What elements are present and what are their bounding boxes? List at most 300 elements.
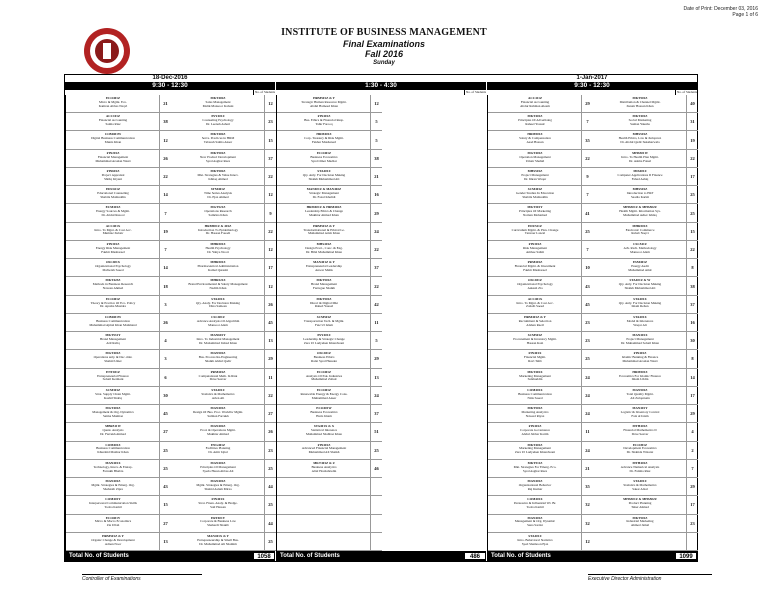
course-detail: Health Mgmt. Information Sys.: [619, 210, 661, 214]
student-count: 17: [686, 168, 698, 185]
course-code: MHR501Z: [210, 242, 226, 246]
student-count: 42: [370, 296, 382, 313]
course-entry: [66, 423, 171, 441]
course-detail: Fakhar Mushareef: [311, 141, 337, 145]
course-detail: Dr. Fazal Khalidi: [312, 196, 336, 199]
course-info: [277, 352, 371, 364]
student-count: 14: [686, 369, 698, 386]
course-info: [488, 425, 582, 437]
course-detail: Educational Counseling: [97, 192, 129, 196]
course-detail: Naveed Riyaz: [525, 414, 545, 418]
course-info: [66, 170, 160, 182]
course-code: HRM501Z & Y: [102, 534, 124, 538]
course-detail: Intro. To Industrial Management: [196, 338, 240, 342]
student-count: 22: [686, 241, 698, 258]
course-entry: [66, 113, 171, 131]
students-count-header: No. of Students: [464, 90, 487, 95]
course-entry: [66, 369, 171, 387]
course-code: MKT402Z: [210, 97, 226, 100]
course-detail: Health Ethics, Law & Jurisprud.: [618, 137, 662, 141]
student-count: 24: [370, 223, 382, 240]
student-count: 7: [581, 113, 593, 130]
course-detail: Statistics & Mathematics: [201, 392, 235, 396]
student-count: 27: [264, 405, 276, 422]
course-entry: [488, 277, 593, 295]
course-entry: [171, 204, 276, 222]
course-info: [593, 517, 687, 529]
student-count: 8: [686, 259, 698, 276]
student-count: [370, 478, 382, 495]
student-count: 17: [686, 387, 698, 404]
date-header-2: 1-Jan-2017: [576, 75, 608, 81]
course-entry: [488, 131, 593, 149]
slot-header-3: 9:30 - 12:30: [487, 82, 697, 90]
course-code: PSY401Z: [211, 115, 225, 119]
course-detail: Ambee Salim: [525, 250, 545, 254]
course-detail: Mahwish Saeed: [102, 268, 124, 272]
course-detail: Organizational Psychology: [95, 265, 131, 269]
course-info: [66, 352, 160, 364]
course-code: MAN401Z: [527, 480, 543, 484]
student-count: 21: [370, 168, 382, 185]
course-info: [66, 444, 160, 456]
course-detail: Mkt. Strategies & Value Innov.: [197, 173, 239, 177]
course-code: ACC401X: [105, 224, 121, 228]
course-detail: Qty. Anly. For Decision Making: [618, 283, 662, 287]
student-count: 25: [581, 350, 593, 367]
course-code: MKT501Z: [632, 97, 648, 100]
total-label: Total No. of Students: [491, 553, 551, 559]
exam-slot-column: [65, 95, 275, 551]
course-entry: [277, 496, 382, 514]
course-detail: Mukhtar Ahmed Khan: [309, 214, 339, 218]
course-info: [488, 517, 582, 529]
course-entry: [277, 259, 382, 277]
student-count: 38: [686, 277, 698, 294]
student-count: 45: [159, 405, 171, 422]
course-detail: Raj Kumar: [527, 487, 543, 491]
course-detail: Business Communication: [518, 392, 552, 396]
course-detail: Interpersonal Communication Skills: [89, 502, 137, 506]
course-detail: Saif Hassan: [210, 506, 226, 510]
course-detail: Saima Mumtaz: [102, 414, 124, 418]
course-detail: Mkt. Strategies For Emerg. Eco.: [513, 465, 557, 469]
course-detail: Corp. Treasury & Risk Mgmt.: [304, 137, 344, 141]
course-detail: Aakash Zia: [527, 287, 543, 291]
course-entry: [171, 515, 276, 533]
course-entry: [593, 350, 698, 368]
course-info: [66, 425, 160, 437]
course-detail: Shahid Umer: [104, 360, 122, 364]
course-detail: Farrugue Shaikh: [313, 287, 335, 291]
course-entry: [171, 332, 276, 350]
course-detail: Management & Org. Dynamic: [514, 520, 556, 524]
course-entry: [66, 405, 171, 423]
course-detail: Strat. Supply Chain Mgmt.: [95, 392, 131, 396]
course-detail: Renewable Energy & Energy Cons.: [300, 392, 348, 396]
course-detail: Shahid Aslam Mirza: [204, 487, 232, 491]
student-count: 30: [159, 387, 171, 404]
course-detail: Organizational Psychology: [517, 283, 553, 287]
course-detail: Persuasive & Influential Wr. Br.: [513, 502, 557, 506]
course-detail: Social Marketing: [628, 119, 652, 123]
course-info: [488, 498, 582, 510]
course-entry: [593, 95, 698, 113]
course-entry: [277, 387, 382, 405]
course-code: MKT501Z: [210, 151, 226, 155]
course-info: [593, 152, 687, 164]
student-count: 32: [581, 496, 593, 513]
course-detail: Zia Ullah: [106, 524, 120, 528]
student-count: 37: [264, 150, 276, 167]
course-entry: [171, 95, 276, 113]
course-detail: Model & Inferences: [626, 319, 654, 323]
course-code: COM401X: [527, 388, 543, 392]
course-code: ACC411Z: [527, 97, 543, 100]
course-detail: Business Communication: [96, 447, 130, 451]
course-detail: Statistical Inference: [310, 429, 338, 433]
course-info: [171, 206, 265, 218]
course-detail: Muhammad Amir: [628, 268, 652, 272]
course-code: MKT502Z: [210, 169, 226, 173]
student-count: 40: [686, 95, 698, 112]
student-count: 25: [264, 496, 276, 513]
course-detail: Quant. Analysis: [102, 429, 124, 433]
course-code: MHS401Z: [316, 242, 332, 246]
course-info: [171, 334, 265, 346]
course-info: [171, 480, 265, 492]
course-detail: Rafat Syed Hussain: [310, 360, 337, 364]
course-detail: Rabab Naqvi: [631, 232, 649, 236]
course-entry: [171, 150, 276, 168]
student-count: 19: [686, 131, 698, 148]
course-detail: Dr. Bilal Muhammad Khan: [305, 250, 343, 254]
course-code: PRM401Z: [527, 261, 543, 265]
student-count: 25: [159, 460, 171, 477]
course-detail: Faiz Ul Islam: [315, 323, 333, 327]
student-count: 15: [686, 223, 698, 240]
course-detail: Marketing Analytics: [521, 410, 549, 414]
course-detail: Ishtiaq Ahmed: [208, 177, 228, 181]
course-info: [488, 152, 582, 164]
course-entry: [277, 515, 382, 533]
course-entry: [171, 442, 276, 460]
course-info: [488, 206, 582, 218]
student-count: 25: [581, 223, 593, 240]
course-info: [488, 261, 582, 273]
course-entry: [593, 186, 698, 204]
course-detail: Direct & Digital Mkt: [310, 301, 338, 305]
course-entry: [593, 515, 698, 533]
course-code: MHR501Z: [210, 261, 226, 265]
course-detail: Syeda Hassn Abbas Ali: [202, 469, 234, 473]
course-info: [66, 517, 160, 529]
course-detail: Strategic Human Resource Mgmt.: [301, 100, 347, 104]
course-entry: [277, 442, 382, 460]
total-value: 1099: [675, 552, 697, 560]
course-detail: Umair Shahid: [525, 159, 545, 163]
students-count-header: No. of Students: [253, 90, 276, 95]
course-code: MAN401Z & Y: [313, 261, 335, 265]
course-entry: [593, 168, 698, 186]
course-entry: [277, 350, 382, 368]
course-detail: Brand Management: [310, 283, 338, 287]
course-info: [593, 115, 687, 127]
course-detail: Electronic Commerce: [625, 228, 655, 232]
course-detail: Kashif Shafiq: [103, 396, 123, 400]
course-entry: [171, 423, 276, 441]
course-entry: [593, 241, 698, 259]
day-title: Sunday: [373, 60, 395, 66]
course-code: ECM401Z: [105, 206, 121, 210]
course-info: [171, 498, 265, 510]
course-code: MAN401X: [632, 334, 648, 338]
student-count: 7: [581, 241, 593, 258]
course-detail: Afshan Raeif: [526, 323, 544, 327]
course-entry: [277, 478, 382, 496]
course-entry: [488, 259, 593, 277]
student-count: 43: [581, 277, 593, 294]
student-count: 3: [159, 296, 171, 313]
course-info: [488, 133, 582, 145]
course-code: MKT402Z: [210, 133, 226, 137]
course-info: [171, 407, 265, 419]
course-code: STA401Z: [211, 388, 225, 392]
course-entry: [277, 150, 382, 168]
course-detail: Corporate & Business Law: [200, 520, 236, 524]
course-detail: Munis Khan: [104, 141, 122, 145]
course-info: [66, 316, 160, 328]
course-info: [66, 334, 160, 346]
student-count: 26: [159, 150, 171, 167]
course-code: MHR521Z: [210, 279, 226, 283]
course-detail: Dr. Leenah Ashari: [205, 123, 231, 127]
student-count: 12: [264, 241, 276, 258]
course-detail: Ahmed Jamal: [630, 524, 650, 528]
course-code: ACC401X: [527, 297, 543, 301]
course-entry: [488, 241, 593, 259]
student-count: 8: [686, 350, 698, 367]
total-value: 486: [464, 552, 486, 560]
course-detail: Abdul Hameed Khan: [309, 104, 338, 108]
student-count: [370, 515, 382, 532]
course-entry: [171, 533, 276, 551]
course-info: [488, 462, 582, 474]
course-info: [171, 316, 265, 328]
course-detail: Business Economics: [310, 155, 338, 159]
course-info: [171, 243, 265, 255]
student-count: 26: [264, 296, 276, 313]
course-detail: Anwer Malik: [315, 268, 333, 272]
course-code: HRM501Z & Y: [313, 97, 335, 100]
course-info: [488, 188, 582, 200]
student-count: [686, 533, 698, 550]
course-entry: [488, 350, 593, 368]
course-code: PSY401Z: [317, 334, 331, 338]
course-detail: Tooba Kamil: [526, 506, 544, 510]
course-entry: [277, 95, 382, 113]
course-detail: Muhammad Anser: [311, 396, 337, 400]
course-code: MAN401Z: [527, 516, 543, 520]
student-count: 21: [581, 460, 593, 477]
course-entry: [488, 204, 593, 222]
course-code: STA401Z: [633, 480, 647, 484]
student-count: [370, 496, 382, 513]
student-count: 23: [581, 332, 593, 349]
date-header-1: 18-Dec-2016: [152, 75, 188, 81]
course-code: MAN401X & Y: [207, 534, 229, 538]
course-info: [171, 170, 265, 182]
course-detail: Saadia Karim: [630, 196, 650, 199]
course-detail: Muhammad Zubair: [311, 378, 337, 382]
course-info: [171, 535, 265, 547]
course-entry: [593, 533, 698, 551]
student-count: 44: [264, 478, 276, 495]
course-detail: Saima Riaz: [105, 123, 121, 127]
course-detail: Organizational Behavior: [518, 483, 552, 487]
course-info: [593, 133, 687, 145]
course-detail: Mukhtar Ahmed: [207, 433, 229, 437]
course-entry: [277, 405, 382, 423]
course-code: MHR501Z: [632, 224, 648, 228]
course-entry: [171, 186, 276, 204]
course-detail: Energy Sources & Mgmt.: [96, 210, 130, 214]
course-detail: Project Management: [521, 173, 549, 177]
course-entry: [488, 223, 593, 241]
course-code: FIN401Z: [317, 115, 331, 119]
term-title: Fall 2016: [364, 49, 404, 59]
course-entry: [66, 496, 171, 514]
course-code: HRM501Z: [527, 133, 543, 137]
course-detail: Adnan Noor: [104, 542, 122, 546]
course-info: [277, 115, 371, 127]
course-detail: Dr. Muhammad Ali Shamim: [199, 542, 237, 546]
print-date: Date of Print: December 03, 2016: [683, 6, 758, 12]
course-code: STA401Z: [528, 534, 542, 538]
student-count: 27: [159, 423, 171, 440]
student-count: 16: [370, 186, 382, 203]
course-entry: [593, 277, 698, 295]
course-code: MAN501Z: [632, 388, 648, 392]
student-count: 29: [686, 405, 698, 422]
student-count: 29: [686, 478, 698, 495]
student-count: 24: [581, 387, 593, 404]
course-detail: Syed Omer Mazhar: [311, 159, 337, 163]
course-detail: Haris Imam: [316, 414, 332, 418]
course-detail: Mumtaz Zubair: [102, 232, 124, 236]
course-code: MAN401Z: [210, 407, 226, 411]
course-detail: Dave Seaver: [209, 378, 227, 382]
course-info: [171, 517, 265, 529]
course-detail: Muhammad Arsalan Wasti: [95, 159, 131, 163]
course-detail: Brand Environmental & Safety Management: [188, 283, 248, 287]
student-count: 25: [686, 204, 698, 221]
course-code: MAN401Z & MAN402Z: [306, 188, 342, 192]
student-count: 4: [159, 332, 171, 349]
course-detail: Management & Org. Dynamics: [92, 410, 134, 414]
course-info: [66, 480, 160, 492]
course-code: COM401X: [527, 498, 543, 502]
course-detail: Theory & Practice Of Eco. Policy: [90, 301, 136, 305]
course-detail: Zara Ul Ludyehen Khandwani: [514, 451, 556, 455]
course-info: [66, 133, 160, 145]
student-count: 25: [264, 533, 276, 550]
exam-title: Final Examinations: [342, 39, 426, 49]
course-entry: [593, 369, 698, 387]
course-detail: Tahir Farooq: [315, 123, 333, 127]
course-info: [66, 188, 160, 200]
course-entry: [488, 113, 593, 131]
course-code: COM401Y: [105, 498, 121, 502]
student-count: 26: [264, 423, 276, 440]
course-entry: [593, 405, 698, 423]
course-info: [171, 261, 265, 273]
student-count: 23: [686, 515, 698, 532]
course-detail: Operation Management: [519, 155, 551, 159]
course-detail: Dr. Imran Waqar: [523, 177, 547, 181]
course-detail: Statistics & Mathematics: [623, 483, 657, 487]
course-code: MHS501Z: [632, 133, 648, 137]
course-entry: [593, 204, 698, 222]
course-detail: Dr. Fatima Riaz: [629, 469, 651, 473]
student-count: 3: [159, 350, 171, 367]
course-detail: Sakar Afzal: [632, 487, 648, 491]
course-detail: Dave Seaver: [631, 433, 649, 437]
student-count: 22: [370, 241, 382, 258]
course-detail: Bus. Process Re-Engineering: [198, 356, 238, 360]
course-detail: Project Appraisal: [101, 173, 125, 177]
total-students-row: [487, 551, 697, 561]
student-count: 35: [581, 131, 593, 148]
course-code: MKT401Z: [527, 443, 543, 447]
total-label: Total No. of Students: [69, 553, 129, 559]
course-code: MGT521Z: [210, 206, 226, 210]
course-info: [488, 97, 582, 109]
student-count: 24: [370, 387, 382, 404]
course-code: FIN201Z: [106, 151, 120, 155]
course-entry: [171, 369, 276, 387]
student-count: 37: [686, 296, 698, 313]
course-entry: [488, 387, 593, 405]
course-info: [277, 371, 371, 383]
course-detail: Mansoor Alam: [208, 323, 228, 327]
course-info: [593, 407, 687, 419]
course-info: [277, 170, 371, 182]
course-code: STM401Z: [210, 188, 226, 192]
course-code: ECO401Z: [316, 370, 332, 374]
course-entry: [171, 113, 276, 131]
course-code: MTH401Z: [632, 461, 648, 465]
course-code: ECO491Z: [632, 443, 648, 447]
course-detail: Procurement & Inventory Mgmt.: [513, 338, 557, 342]
course-code: MKT501Z: [316, 279, 332, 283]
course-detail: Product Planning: [628, 502, 652, 506]
course-info: [593, 279, 687, 291]
course-entry: [593, 314, 698, 332]
course-detail: Prod. & Operations Mgmt.: [200, 429, 236, 433]
total-label: Total No. of Students: [280, 553, 340, 559]
course-entry: [277, 131, 382, 149]
student-count: 19: [159, 223, 171, 240]
course-detail: Syed Asghar Raza: [205, 159, 231, 163]
course-detail: Zunair Hassan Khan: [626, 104, 654, 108]
course-detail: Hassan Kazi: [526, 341, 544, 345]
course-entry: [277, 204, 382, 222]
course-info: [171, 352, 265, 364]
course-info: [593, 352, 687, 364]
course-info: [593, 425, 687, 437]
course-detail: Mansoor Alam: [630, 250, 650, 254]
